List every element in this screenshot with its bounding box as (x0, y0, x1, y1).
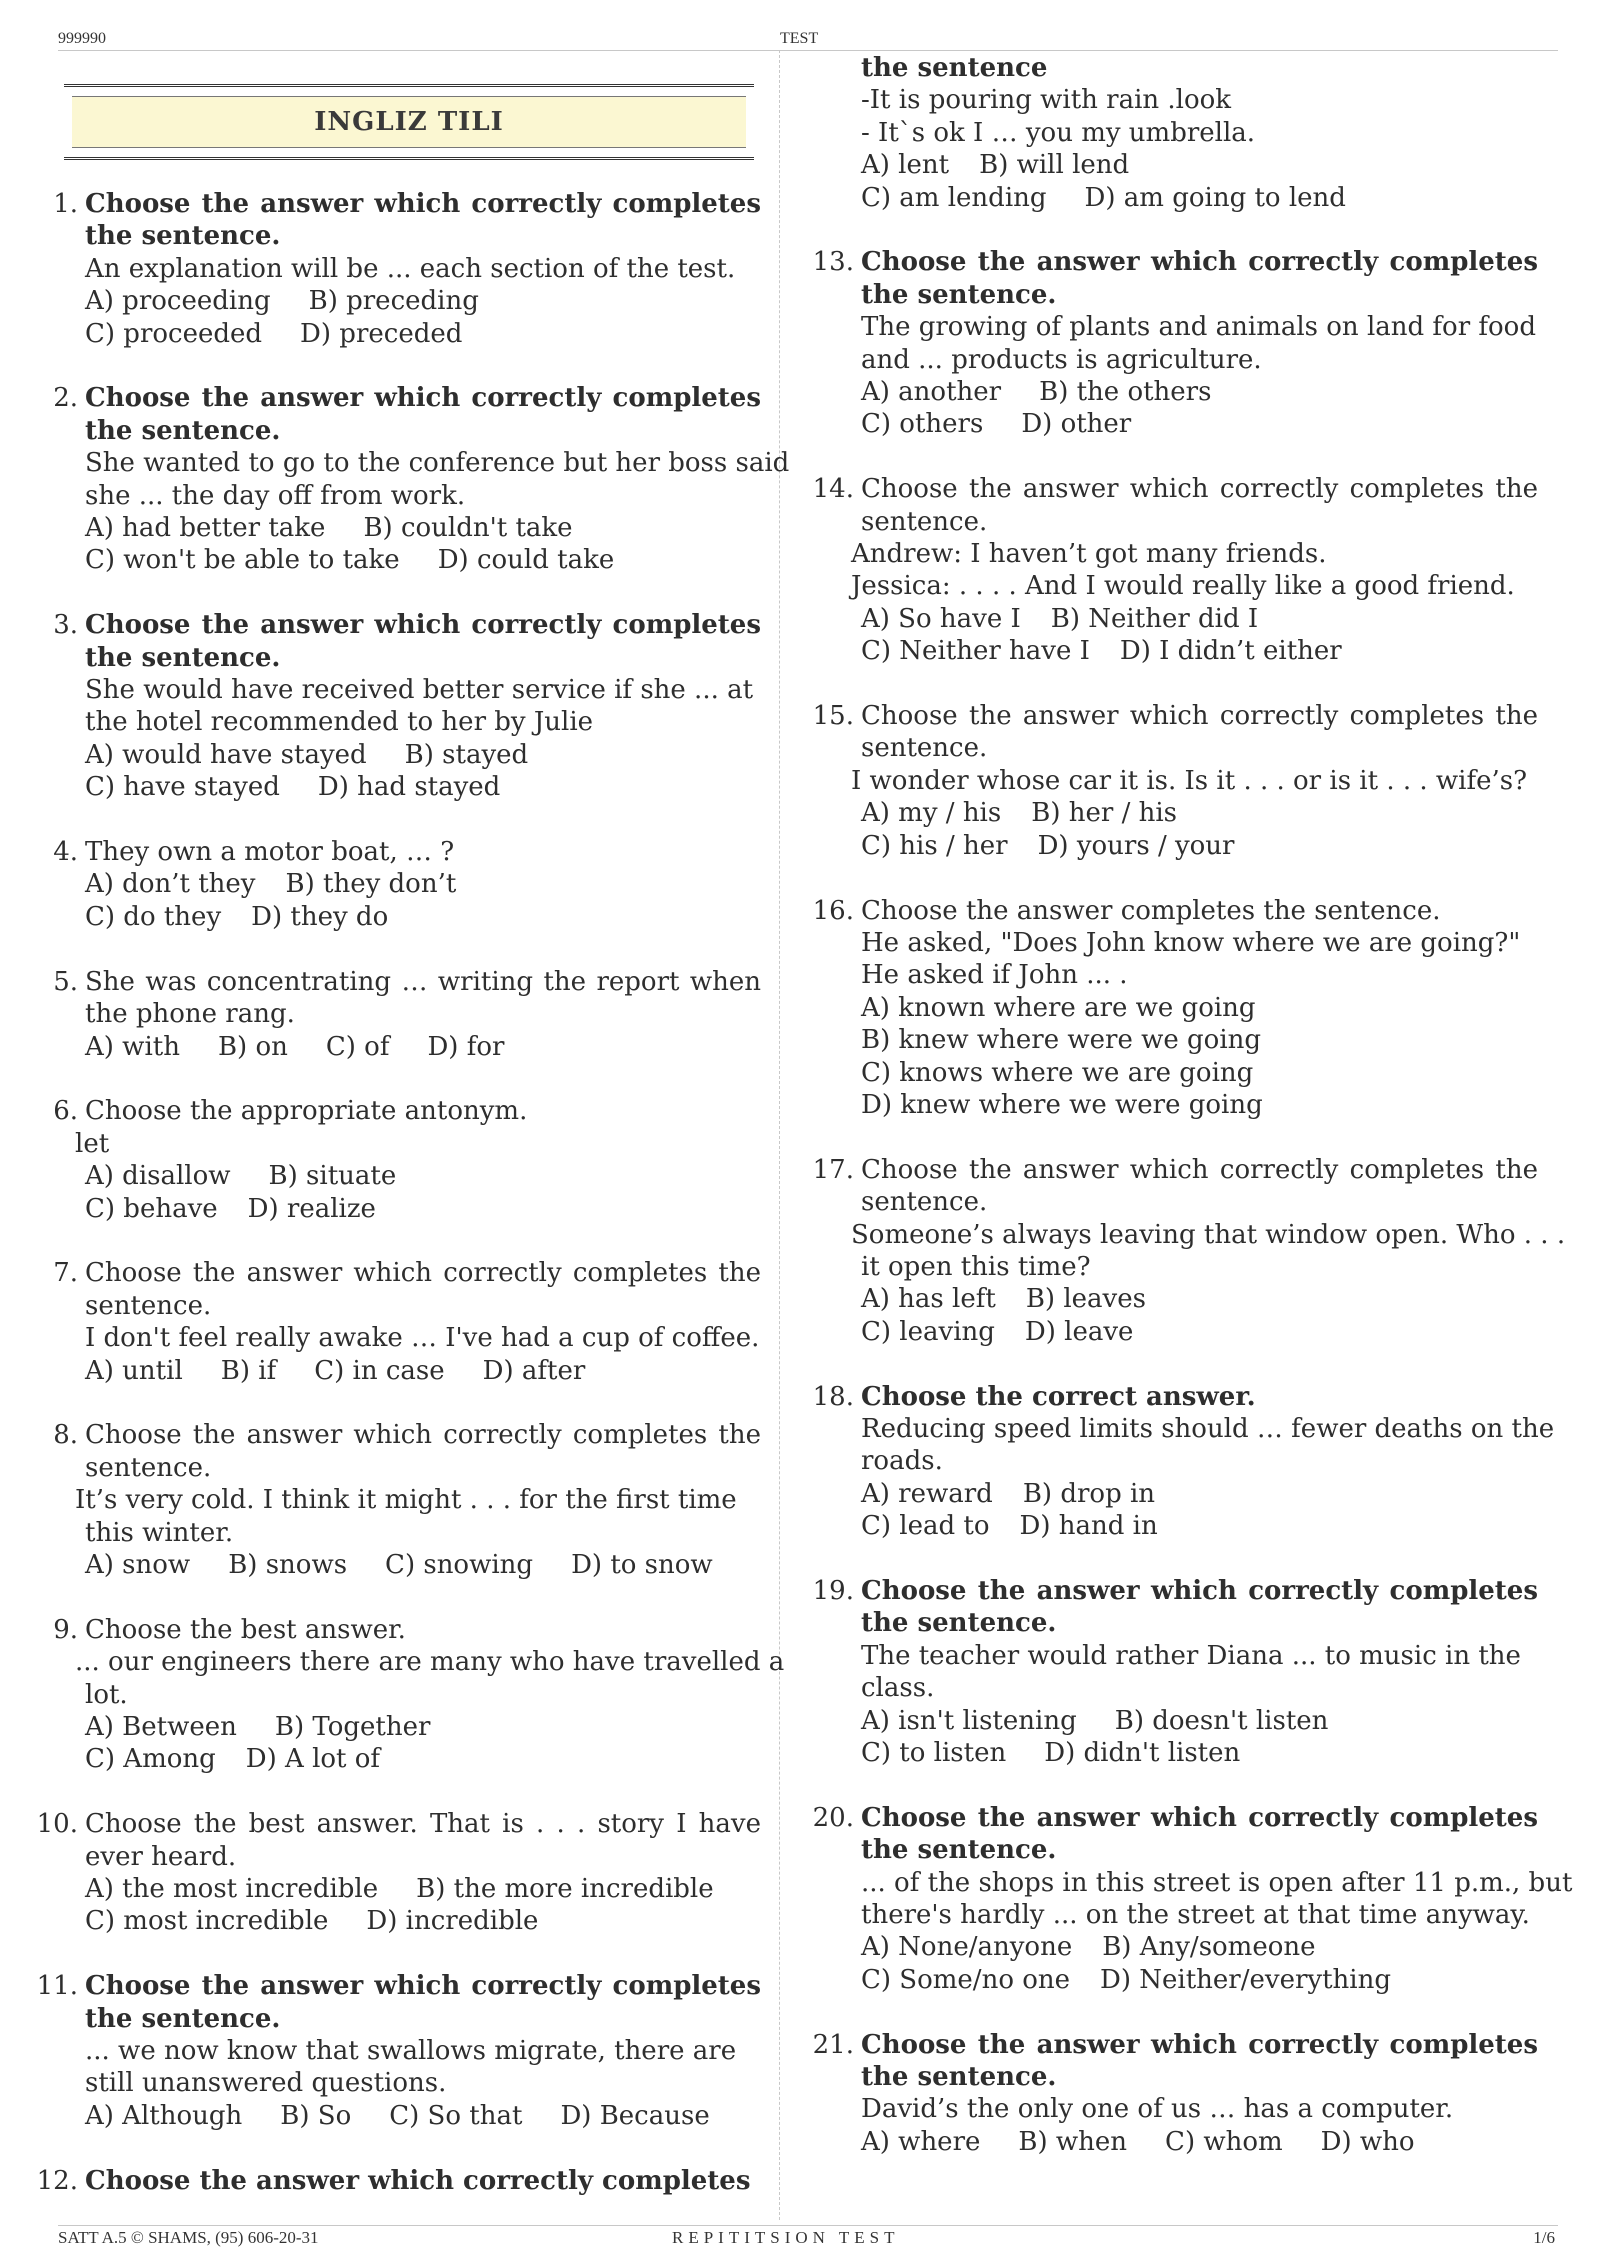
answer-options (85, 512, 761, 544)
question-text: ... of the shops in this street is open after 11 p.m., but (861, 1867, 1573, 1898)
option-a[interactable]: A) disallow (85, 1161, 231, 1192)
question-11 (34, 1970, 761, 2132)
option-c[interactable]: C) Neither have I (861, 636, 1090, 667)
footer-test-name: REPITITSION TEST (672, 2228, 900, 2247)
option-b[interactable]: B) if (220, 1355, 277, 1386)
option-b[interactable]: B) preceding (308, 286, 479, 317)
answer-options (85, 1873, 761, 1905)
question-text: She wanted to go to the conference but her boss said (85, 448, 790, 479)
question-text: and ... products is agriculture. (861, 344, 1262, 375)
question-text: An explanation will be ... each section of the test. (85, 253, 736, 284)
option-a[interactable]: A) isn't listening (861, 1705, 1077, 1736)
question-text: He asked, "Does John know where we are going?" (861, 927, 1521, 958)
question-4 (34, 836, 761, 933)
footer-rule (58, 2225, 1558, 2226)
question-prompt: Choose the answer completes the sentence. (861, 895, 1441, 926)
option-c[interactable]: C) proceeded (85, 318, 263, 349)
question-20 (810, 1802, 1573, 1996)
option-b[interactable]: B) the more incredible (416, 1873, 714, 1904)
question-6 (34, 1095, 761, 1225)
question-number: 17. (812, 1154, 854, 1185)
option-a[interactable]: A) proceeding (85, 286, 271, 317)
option-c[interactable]: C) Among (85, 1744, 216, 1775)
option-b[interactable]: B) when (1018, 2126, 1128, 2157)
subject-banner (64, 84, 754, 160)
option-a[interactable]: A) another (861, 377, 1002, 408)
question-prompt: Choose the answer which correctly completes the sentence. (85, 610, 761, 673)
question-prompt: Choose the answer which correctly completes the sentence. (85, 1420, 761, 1483)
option-d[interactable]: D) other (1021, 409, 1132, 440)
option-d[interactable]: D) knew where we were going (861, 1089, 1263, 1120)
option-a[interactable]: A) my / his (861, 798, 1002, 829)
option-b[interactable]: B) on (217, 1031, 288, 1062)
answer-options (85, 544, 761, 576)
option-b[interactable]: B) her / his (1031, 798, 1178, 829)
option-b[interactable]: B) stayed (404, 739, 529, 770)
option-d[interactable]: D) leave (1024, 1316, 1134, 1347)
option-d[interactable]: D) yours / your (1037, 830, 1235, 861)
question-number: 12. (36, 2165, 78, 2196)
question-number: 8. (53, 1420, 78, 1451)
question-number: 9. (53, 1614, 78, 1645)
question-9 (34, 1614, 785, 1776)
question-prompt: Choose the answer which correctly completes the sentence. (861, 1802, 1538, 1866)
answer-options (861, 603, 1538, 635)
option-a[interactable]: A) with (85, 1031, 180, 1062)
question-prompt: Choose the answer which correctly completes (85, 2165, 751, 2196)
option-a[interactable]: A) where (861, 2126, 981, 2157)
question-text: let (75, 1128, 110, 1159)
answer-options (861, 1964, 1538, 1996)
option-b[interactable]: B) they don’t (285, 869, 457, 900)
document-code: 999990 (58, 30, 106, 47)
option-a[interactable]: A) known where are we going (861, 992, 1256, 1023)
answer-options (85, 1355, 761, 1387)
answer-options (85, 318, 761, 350)
option-c[interactable]: C) do they (85, 901, 222, 932)
question-prompt: She was concentrating … writing the report when the phone rang. (85, 966, 761, 1030)
option-c[interactable]: C) lead to (861, 1511, 990, 1542)
option-d[interactable]: D) could take (437, 545, 615, 576)
question-prompt: Choose the answer which correctly completes the sentence. (861, 2029, 1538, 2093)
question-number: 11. (36, 1971, 78, 2002)
answer-options (861, 830, 1538, 862)
question-prompt: Choose the answer which correctly completes the sentence. (85, 1971, 761, 2034)
answer-options (85, 1743, 761, 1775)
option-a[interactable]: A) until (85, 1355, 183, 1386)
answer-options (85, 1031, 761, 1063)
option-a[interactable]: A) don’t they (85, 869, 256, 900)
option-b[interactable]: B) leaves (1025, 1284, 1146, 1315)
question-text: this winter. (85, 1517, 234, 1548)
option-d[interactable]: D) to snow (571, 1549, 713, 1580)
option-b[interactable]: B) snows (228, 1549, 348, 1580)
question-1 (34, 188, 761, 350)
right-column (810, 52, 1573, 2191)
option-c[interactable]: C) of (325, 1031, 390, 1062)
question-prompt: Choose the answer which correctly completes the sentence. (861, 247, 1538, 310)
option-c[interactable]: C) leaving (861, 1316, 995, 1347)
option-a[interactable]: A) Although (85, 2100, 243, 2131)
answer-options (85, 1160, 761, 1192)
page-number: 1/6 (1533, 2228, 1555, 2247)
question-18 (810, 1381, 1555, 1543)
option-b[interactable]: B) situate (268, 1161, 397, 1192)
question-prompt: the sentence (861, 53, 1048, 83)
option-b[interactable]: B) knew where were we going (861, 1025, 1262, 1056)
option-c[interactable]: C) snowing (385, 1549, 534, 1580)
question-text: she ... the day off from work. (85, 480, 466, 511)
answer-options (85, 285, 761, 317)
question-13 (810, 246, 1538, 440)
question-number: 4. (53, 837, 78, 868)
question-text: Reducing speed limits should … fewer deaths on the (861, 1413, 1555, 1444)
question-prompt: Choose the answer which correctly completes the sentence. (861, 1575, 1538, 1639)
option-b[interactable]: B) doesn't listen (1114, 1705, 1329, 1736)
question-19 (810, 1575, 1538, 1769)
answer-options (861, 408, 1538, 440)
question-text: class. (861, 1673, 935, 1704)
question-text: Someone’s always leaving that window open. Who . . . (851, 1219, 1566, 1250)
question-prompt: Choose the answer which correctly completes the sentence. (861, 701, 1538, 764)
option-a[interactable]: A) lent (861, 150, 950, 181)
question-prompt: Choose the answer which correctly completes the sentence. (861, 474, 1538, 537)
question-number: 20. (812, 1802, 854, 1833)
option-c[interactable]: C) Some/no one (861, 1964, 1071, 1995)
question-number: 1. (53, 189, 78, 219)
answer-options (85, 771, 761, 803)
question-number: 10. (36, 1809, 78, 1840)
option-c[interactable]: C) his / her (861, 830, 1008, 861)
question-text: David’s the only one of us … has a computer. (861, 2094, 1454, 2125)
option-d[interactable]: D) they do (251, 901, 389, 932)
question-text: - It`s ok I … you my umbrella. (861, 117, 1256, 148)
answer-options (861, 1931, 1538, 1963)
question-text: I wonder whose car it is. Is it . . . or is it . . . wife’s? (851, 765, 1528, 796)
answer-options (85, 1549, 761, 1581)
question-prompt: Choose the answer which correctly completes the sentence. (85, 1258, 761, 1321)
question-2 (34, 382, 790, 576)
question-text: there's hardly ... on the street at that time anyway. (861, 1900, 1530, 1931)
subject-title: INGLIZ TILI (72, 96, 746, 148)
question-text: I don't feel really awake … I've had a cup of coffee. (85, 1323, 760, 1354)
option-a[interactable]: A) So have I (861, 603, 1021, 634)
question-text: ... our engineers there are many who have travelled a (75, 1647, 785, 1678)
answer-options (85, 868, 761, 900)
question-8 (34, 1419, 761, 1581)
option-d[interactable]: D) am going to lend (1084, 182, 1346, 213)
question-17 (810, 1154, 1566, 1348)
option-c[interactable]: C) most incredible (85, 1906, 329, 1937)
question-14 (810, 473, 1538, 667)
option-b[interactable]: B) drop in (1022, 1478, 1156, 1509)
question-prompt: Choose the answer which correctly completes the sentence. (861, 1154, 1538, 1218)
option-d[interactable]: D) hand in (1019, 1511, 1158, 1542)
option-a[interactable]: A) has left (861, 1284, 996, 1315)
answer-options (85, 2100, 761, 2132)
option-c[interactable]: C) knows where we are going (861, 1057, 1254, 1088)
question-7 (34, 1257, 761, 1387)
question-15 (810, 700, 1538, 862)
option-b[interactable]: B) couldn't take (363, 513, 573, 544)
answer-options (861, 1737, 1538, 1769)
question-text: lot. (85, 1679, 128, 1710)
question-12-continued (810, 52, 1538, 214)
option-d[interactable]: D) incredible (366, 1906, 539, 1937)
question-prompt: Choose the answer which correctly completes the sentence. (85, 189, 761, 252)
question-5 (34, 966, 761, 1063)
option-a[interactable]: A) the most incredible (85, 1873, 379, 1904)
question-text: roads. (861, 1446, 943, 1477)
answer-options (861, 182, 1538, 214)
option-b[interactable]: B) Neither did I (1050, 603, 1259, 634)
question-text: She would have received better service if she ... at (85, 675, 754, 706)
option-a[interactable]: A) had better take (85, 513, 326, 544)
answer-options (85, 739, 761, 771)
question-text: Andrew: I haven’t got many friends. (851, 539, 1327, 570)
option-d[interactable]: D) preceded (300, 318, 463, 349)
option-a[interactable]: A) reward (861, 1478, 993, 1509)
option-c[interactable]: C) behave (85, 1193, 218, 1224)
header-rule (58, 50, 1558, 51)
question-text: still unanswered questions. (85, 2068, 447, 2099)
option-d[interactable]: D) A lot of (245, 1744, 381, 1775)
option-c[interactable]: C) in case (314, 1355, 445, 1386)
option-c[interactable]: C) whom (1165, 2126, 1283, 2157)
question-text: He asked if John ... . (861, 960, 1128, 991)
option-a[interactable]: A) Between (85, 1711, 237, 1742)
question-prompt: They own a motor boat, … ? (85, 837, 455, 868)
answer-options (85, 901, 761, 933)
question-number: 19. (812, 1575, 854, 1606)
option-c[interactable]: C) others (861, 409, 984, 440)
footer-publisher: SATT A.5 © SHAMS, (95) 606-20-31 (58, 2228, 319, 2247)
question-number: 21. (812, 2029, 854, 2060)
option-c[interactable]: C) won't be able to take (85, 545, 400, 576)
question-number: 13. (812, 247, 854, 278)
question-prompt: Choose the correct answer. (861, 1381, 1256, 1412)
question-12 (34, 2165, 761, 2197)
question-text: -It is pouring with rain .look (861, 85, 1232, 116)
question-3 (34, 609, 761, 803)
option-b[interactable]: B) Together (274, 1711, 431, 1742)
question-text: It’s very cold. I think it might . . . for the first time (75, 1485, 737, 1516)
question-text: The growing of plants and animals on land for food (861, 312, 1536, 343)
option-b[interactable]: B) the others (1039, 377, 1212, 408)
question-prompt: Choose the best answer. (85, 1614, 406, 1645)
option-d[interactable]: D) Because (560, 2100, 710, 2131)
option-c[interactable]: C) have stayed (85, 772, 280, 803)
option-c[interactable]: C) So that (389, 2100, 523, 2131)
option-b[interactable]: B) So (280, 2100, 352, 2131)
question-text: it open this time? (861, 1251, 1091, 1282)
answer-options (861, 635, 1538, 667)
answer-options (861, 1705, 1538, 1737)
question-text: ... we now know that swallows migrate, there are (85, 2036, 737, 2066)
question-text: the hotel recommended to her by Julie (85, 707, 594, 738)
answer-options (861, 1316, 1538, 1348)
question-number: 16. (812, 895, 854, 926)
answer-options (85, 1711, 761, 1743)
answer-options (861, 2126, 1538, 2158)
question-16 (810, 895, 1538, 1122)
question-number: 5. (53, 966, 78, 997)
question-number: 18. (812, 1381, 854, 1412)
question-prompt: Choose the appropriate antonym. (85, 1096, 528, 1127)
option-d[interactable]: D) Neither/everything (1100, 1964, 1391, 1995)
option-b[interactable]: B) will lend (979, 150, 1130, 181)
question-number: 7. (53, 1258, 78, 1289)
question-number: 2. (53, 383, 78, 414)
question-prompt: Choose the answer which correctly completes the sentence. (85, 383, 761, 446)
question-number: 15. (812, 701, 854, 732)
answer-options (861, 1510, 1538, 1542)
option-d[interactable]: D) for (427, 1031, 505, 1062)
question-21 (810, 2029, 1538, 2159)
option-d[interactable]: D) had stayed (317, 772, 501, 803)
option-d[interactable]: D) who (1320, 2126, 1415, 2157)
option-a[interactable]: A) would have stayed (85, 739, 367, 770)
question-number: 14. (812, 474, 854, 505)
question-10 (34, 1808, 761, 1938)
option-c[interactable]: C) am lending (861, 182, 1047, 213)
option-c[interactable]: C) to listen (861, 1738, 1007, 1769)
option-d[interactable]: D) I didn’t either (1119, 636, 1342, 667)
question-text: Jessica: . . . . And I would really like a good friend. (851, 571, 1515, 602)
option-b[interactable]: B) Any/someone (1102, 1932, 1316, 1963)
answer-options (861, 1478, 1538, 1510)
question-number: 6. (53, 1096, 78, 1127)
answer-options (861, 149, 1538, 181)
answer-options (85, 1193, 761, 1225)
option-d[interactable]: D) didn't listen (1044, 1738, 1241, 1769)
question-number: 3. (53, 610, 78, 641)
answer-options (85, 1905, 761, 1937)
question-text: The teacher would rather Diana ... to music in the (861, 1640, 1521, 1671)
answer-options (861, 797, 1538, 829)
column-divider (779, 50, 780, 2220)
option-a[interactable]: A) None/anyone (861, 1932, 1073, 1963)
question-prompt: Choose the best answer. That is . . . story I have ever heard. (85, 1809, 761, 1872)
option-d[interactable]: D) realize (247, 1193, 376, 1224)
answer-options (861, 376, 1538, 408)
option-d[interactable]: D) after (482, 1355, 586, 1386)
option-a[interactable]: A) snow (85, 1549, 191, 1580)
left-column (34, 188, 790, 2229)
header-title: TEST (780, 30, 819, 47)
answer-options (861, 1283, 1538, 1315)
